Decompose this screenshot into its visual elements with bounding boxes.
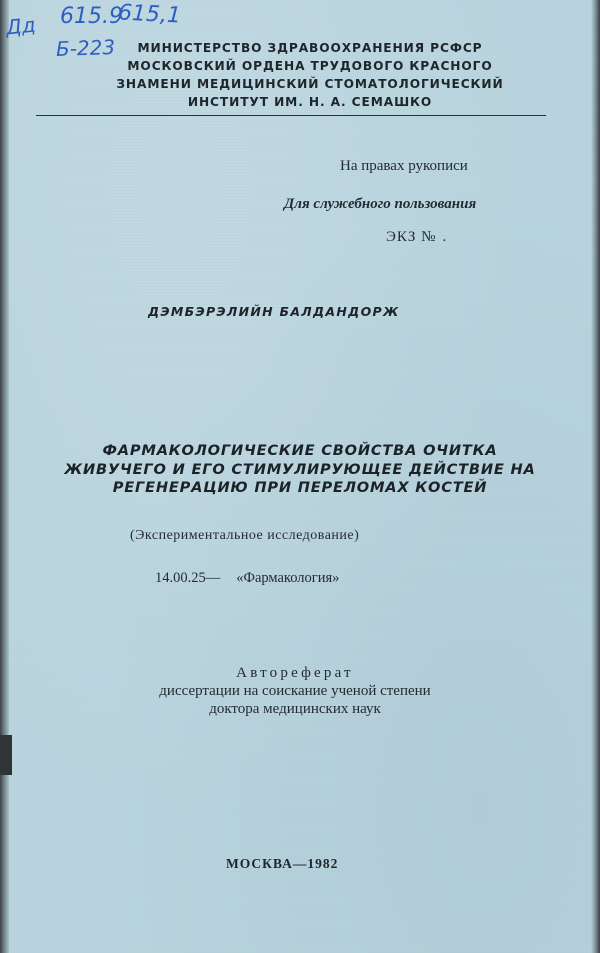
- binding-tab: [0, 735, 12, 775]
- handwritten-shelf-code: Б-223: [55, 34, 116, 62]
- page-right-edge: [591, 0, 600, 953]
- specialty-name: «Фармакология»: [236, 570, 340, 586]
- copy-number-label: ЭКЗ №: [386, 229, 437, 245]
- rights-notice: На правах рукописи: [340, 158, 468, 174]
- title-line: РЕГЕНЕРАЦИЮ ПРИ ПЕРЕЛОМАХ КОСТЕЙ: [112, 479, 488, 496]
- copy-number: [386, 229, 447, 246]
- institution-line: МОСКОВСКИЙ ОРДЕНА ТРУДОВОГО КРАСНОГО: [127, 59, 493, 73]
- official-use-notice: Для служебного пользования: [284, 196, 477, 212]
- abstract-line: диссертации на соискание ученой степени: [159, 683, 431, 699]
- institution-line: ИНСТИТУТ ИМ. Н. А. СЕМАШКО: [187, 95, 433, 109]
- institution-header: [60, 39, 560, 111]
- copy-number-dot: .: [442, 229, 448, 245]
- handwritten-classification: 615.9: [60, 4, 123, 29]
- author-name: ДЭМБЭРЭЛИЙН БАЛДАНДОРЖ: [148, 304, 400, 319]
- abstract-heading: Автореферат: [236, 665, 354, 681]
- study-type: (Экспериментальное исследование): [130, 528, 360, 543]
- institution-line: МИНИСТЕРСТВО ЗДРАВООХРАНЕНИЯ РСФСР: [137, 41, 483, 55]
- abstract-description: [60, 664, 530, 718]
- handwritten-mark: Дд: [4, 12, 37, 40]
- page-left-edge: [0, 0, 9, 953]
- title-line: ЖИВУЧЕГО И ЕГО СТИМУЛИРУЮЩЕЕ ДЕЙСТВИЕ НА: [64, 460, 536, 478]
- institution-line: ЗНАМЕНИ МЕДИЦИНСКИЙ СТОМАТОЛОГИЧЕСКИЙ: [116, 77, 504, 91]
- dissertation-title: [20, 442, 580, 498]
- handwritten-classification-alt: 615,1: [117, 0, 182, 29]
- specialty-code: 14.00.25—: [155, 570, 221, 586]
- abstract-line: доктора медицинских наук: [209, 701, 381, 717]
- title-line: ФАРМАКОЛОГИЧЕСКИЕ СВОЙСТВА ОЧИТКА: [102, 442, 498, 459]
- place-and-year: МОСКВА—1982: [226, 856, 339, 871]
- header-divider: [36, 115, 546, 116]
- specialty: [155, 570, 339, 587]
